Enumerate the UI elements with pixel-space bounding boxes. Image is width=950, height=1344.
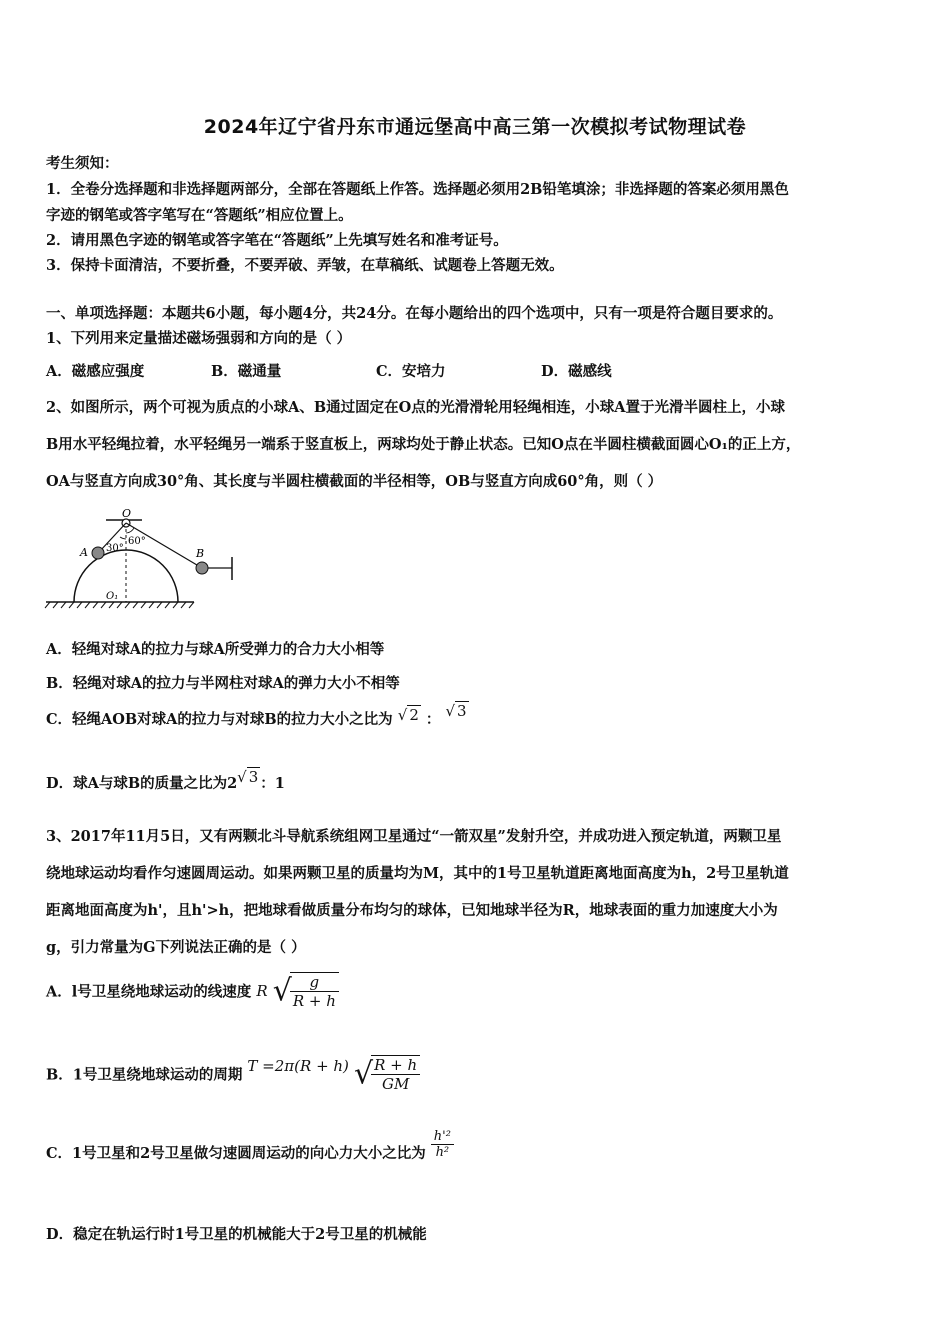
question-3-line-2: 绕地球运动均看作匀速圆周运动。如果两颗卫星的质量均为M，其中的1号卫星轨道距离地面高度为h，2号卫星轨道 [46,865,789,882]
fraction-g-over-rh: $\frac{g}{R + h}$ [290,972,339,1010]
q1-option-d: D．磁感线 [541,363,612,380]
notice-item-3: 3．保持卡面清洁，不要折叠，不要弄破、弄皱，在草稿纸、试题卷上答题无效。 [46,257,564,274]
label-o1: O₁ [106,591,119,602]
q2-option-c [46,701,469,730]
q3-option-d: D．稳定在轨运行时1号卫星的机械能大于2号卫星的机械能 [46,1226,427,1243]
ball-a [92,547,104,559]
label-angle-30: 30° [106,543,124,554]
pulley-hemisphere-figure [44,505,244,610]
question-3-line-4: g，引力常量为G下列说法正确的是（ ） [46,939,306,956]
question-3-line-1: 3、2017年11月5日，又有两颗北斗导航系统组网卫星通过“一箭双星”发射升空，并成功进入预定轨道，两颗卫星 [46,828,782,845]
question-1-stem: 1、下列用来定量描述磁场强弱和方向的是（ ） [46,330,352,347]
q1-option-a: A．磁感应强度 [46,363,145,380]
math-r: R [256,982,268,1000]
label-b: B [196,547,205,560]
page-title: 2024年辽宁省丹东市通远堡高中高三第一次模拟考试物理试卷 [203,116,747,138]
ratio-colon: ： [425,711,441,728]
q2-option-b: B．轻绳对球A的拉力与半网柱对球A的弹力大小不相等 [46,675,400,692]
angle-arc-30 [120,537,126,539]
q3-option-b-text: B．1号卫星绕地球运动的周期 [46,1066,243,1084]
notice-item-2: 2．请用黑色字迹的钢笔或答字笔在“答题纸”上先填写姓名和准考证号。 [46,232,508,249]
q3-option-b [46,1055,420,1093]
q2-option-d [46,767,285,794]
q3-option-a-text: A．l号卫星绕地球运动的线速度 [46,983,252,1001]
hemisphere-arc [74,550,178,602]
q3-option-c [46,1129,454,1168]
notice-heading: 考生须知： [46,155,119,172]
q2-option-c-text: C．轻绳AOB对球A的拉力与对球B的拉力大小之比为 [46,711,393,728]
section-heading: 一、单项选择题：本题共6小题，每小题4分，共24分。在每小题给出的四个选项中，只有一项是符合题目要求的。 [46,305,783,322]
q3-option-c-text: C．1号卫星和2号卫星做匀速圆周运动的向心力大小之比为 [46,1145,426,1162]
sqrt-2: √ 2 [397,705,419,724]
fraction-h-ratio: $\frac{\text{h'²}}{\text{h²}}$ [431,1129,454,1160]
radical-sign: √ [272,973,292,1009]
ball-b [196,562,208,574]
notice-item-1b: 字迹的钢笔或答字笔写在“答题纸”相应位置上。 [46,207,353,224]
sqrt-3-d: √ 3 [237,767,259,786]
period-expression: T =2π(R + h) [247,1057,349,1075]
question-2-line-3: OA与竖直方向成30°角、其长度与半圆柱横截面的半径相等，OB与竖直方向成60°角，则（ ） [46,473,663,490]
q2-option-a: A．轻绳对球A的拉力与球A所受弹力的合力大小相等 [46,641,385,658]
question-2-line-1: 2、如图所示，两个可视为质点的小球A、B通过固定在O点的光滑滑轮用轻绳相连，小球A置于光滑半圆柱上，小球 [46,399,785,416]
q3-option-a [46,972,339,1010]
q2-option-d-tail: ：1 [260,775,285,792]
label-o: O [122,507,132,520]
fraction-rh-over-gm: $\frac{R + h}{GM}$ [371,1055,420,1093]
question-2-line-2: B用水平轻绳拉着，水平轻绳另一端系于竖直板上，两球均处于静止状态。已知O点在半圆柱横截面圆心O₁的正上方， [46,436,801,453]
sqrt-3: √ 3 [445,701,467,720]
label-a: A [80,546,88,559]
q1-option-b: B．磁通量 [211,363,282,380]
notice-item-1a: 1．全卷分选择题和非选择题两部分，全部在答题纸上作答。选择题必须用2B铅笔填涂；非选择题的答案必须用黑色 [46,181,789,198]
question-3-line-3: 距离地面高度为h'，且h'>h，把地球看做质量分布均匀的球体，已知地球半径为R，地球表面的重力加速度大小为 [46,902,778,919]
question-1-options [46,360,612,381]
q2-option-d-text: D．球A与球B的质量之比为2 [46,775,238,792]
label-angle-60: 60° [128,536,146,547]
angle-arc-60 [126,528,134,533]
radical-sign-b: √ [353,1056,374,1092]
ground-hatching [45,602,194,608]
q1-option-c: C．安培力 [376,363,446,380]
